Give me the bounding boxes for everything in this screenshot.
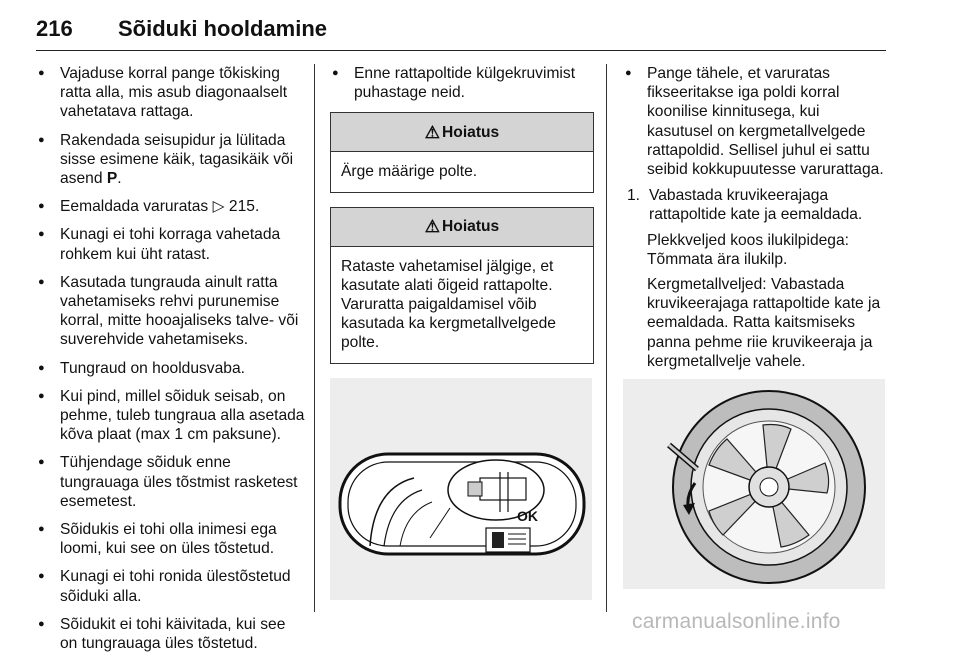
warning-triangle-icon: ⚠ bbox=[424, 122, 441, 142]
warning-header bbox=[331, 113, 593, 152]
column-2 bbox=[330, 64, 594, 600]
list-item: ● Kunagi ei tohi korraga vahetada rohkem kui üht ratast. bbox=[36, 225, 306, 263]
column-divider bbox=[606, 64, 607, 612]
bullet-list bbox=[330, 64, 594, 102]
reference-triangle-icon: ▷ bbox=[212, 198, 225, 216]
list-item: ● Sõidukit ei tohi käivitada, kui see on tungrauaga üles tõstetud. bbox=[36, 615, 306, 653]
list-item-end: . bbox=[117, 170, 122, 188]
watermark: carmanualsonline.info bbox=[632, 610, 841, 633]
step-number: 1. bbox=[627, 187, 641, 205]
bullet-list bbox=[36, 64, 306, 653]
list-item: ● Tühjendage sõiduk enne tungrauaga üles tõstmist rasketest esemetest. bbox=[36, 453, 306, 511]
step-paragraph: Kergmetallveljed: Vabastada kruvikeerajaga rattapoltide kate ja eemaldada. Ratta kaitsmiseks panna pehme riie kruvikeeraja ja kergmetallvelje vahele. bbox=[647, 276, 881, 370]
warning-title: Hoiatus bbox=[442, 123, 500, 141]
list-item: ● Kunagi ei tohi ronida ülestõstetud sõiduki alla. bbox=[36, 567, 306, 605]
list-item-text: Eemaldada varuratas bbox=[60, 198, 209, 216]
list-item: ● Kui pind, millel sõiduk seisab, on pehme, tuleb tungraua alla asetada kõva plaat (max 1 cm paksune). bbox=[36, 387, 306, 445]
warning-triangle-icon: ⚠ bbox=[424, 217, 441, 236]
page-reference[interactable]: 215. bbox=[228, 198, 260, 216]
list-item bbox=[36, 197, 306, 216]
warning-box bbox=[330, 207, 594, 364]
chapter-title: Sõiduki hooldamine bbox=[118, 16, 328, 41]
warning-body: Ärge määrige polte. bbox=[341, 163, 478, 181]
warning-body: Rataste vahetamisel jälgige, et kasutate alati õigeid rattapolte. Varuratta paigaldamisel võib kasutada ka kergmetallvelgede polte. bbox=[341, 257, 556, 352]
gear-position-p: P bbox=[106, 170, 118, 188]
ok-label: OK bbox=[517, 507, 538, 524]
list-item: ● Pange tähele, et varuratas fikseeritakse iga poldi korral koonilise kinnitusega, kui kasutusel on kergmetallvelgede rattapoldid. Sellisel juhul ei sattu seibid kokkupuutesse varurattaga. bbox=[623, 64, 889, 179]
wheel-drawing bbox=[623, 379, 885, 589]
page-number: 216 bbox=[36, 16, 73, 41]
wheel-cover-illustration bbox=[623, 379, 885, 589]
page-header bbox=[36, 4, 886, 51]
warning-title: Hoiatus bbox=[442, 218, 500, 235]
list-item: ● Sõidukis ei tohi olla inimesi ega loomi, kui see on üles tõstetud. bbox=[36, 520, 306, 558]
step-paragraph: Plekkveljed koos ilukilpidega: Tõmmata ära ilukilp. bbox=[647, 231, 849, 268]
step-text: Vabastada kruvikeerajaga rattapoltide kate ja eemaldada. bbox=[649, 187, 863, 224]
warning-header bbox=[331, 208, 593, 247]
list-item: ● Kasutada tungrauda ainult ratta vahetamiseks rehvi purunemise korral, mitte hooajaliseks talve- või suverehvide vahetamiseks. bbox=[36, 273, 306, 350]
bullet-list bbox=[623, 64, 889, 179]
wheel-bolt-illustration bbox=[330, 378, 592, 600]
list-item-text: Rakendada seisupidur ja lülitada sisse esimene käik, tagasikäik või asend bbox=[60, 131, 294, 188]
wheel-bolt-drawing bbox=[330, 378, 592, 600]
column-1 bbox=[36, 64, 306, 662]
list-item: ● Enne rattapoltide külgekruvimist puhastage neid. bbox=[330, 64, 594, 102]
list-item: ● Tungraud on hooldusvaba. bbox=[36, 359, 306, 378]
list-item bbox=[36, 131, 306, 189]
list-item: ● Vajaduse korral pange tõkisking ratta alla, mis asub diagonaalselt vahetatava rattaga. bbox=[36, 64, 306, 122]
column-3 bbox=[623, 64, 889, 589]
warning-box bbox=[330, 112, 594, 192]
numbered-step bbox=[623, 186, 889, 224]
column-divider bbox=[314, 64, 315, 612]
